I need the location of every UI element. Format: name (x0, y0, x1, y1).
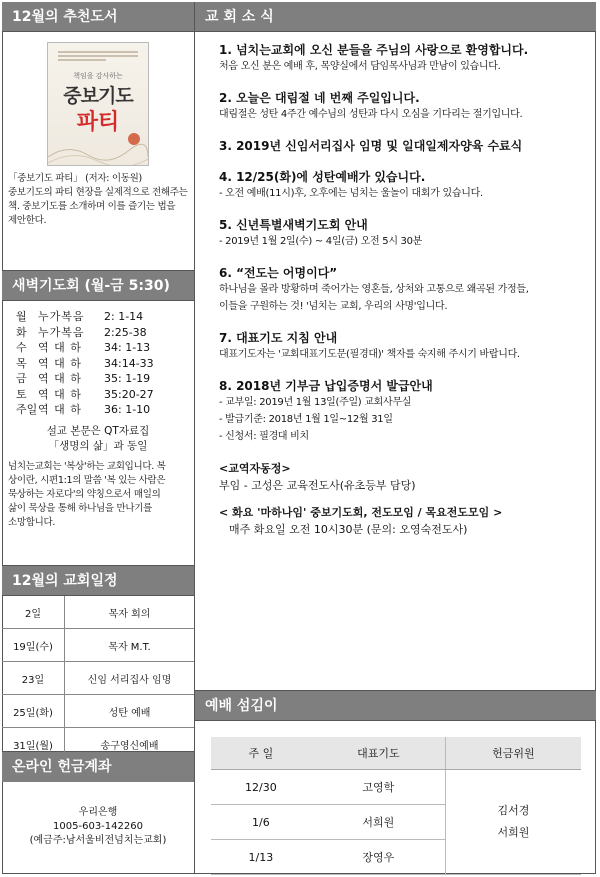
news-header: 교 회 소 식 (195, 2, 596, 32)
news-item: 6. “전도는 어명이다” 하나님을 몰라 방황하며 죽어가는 영혼들, 상처와 고통으로 왜곡된 가정들, 이들을 구원하는 것! '넘치는 교회, 우리의 사명'입니다. (219, 266, 529, 312)
book-cover-subtitle: 책임을 감사하는 (73, 72, 123, 80)
dawn-prayer-list (2, 301, 194, 418)
table-row: 1/13 장영우 (211, 840, 581, 875)
schedule-table (2, 596, 194, 761)
news-item: 7. 대표기도 지침 안내 대표기도자는 '교회대표기도문(필경대)' 책자를 숙지해 주시기 바랍니다. (219, 331, 520, 360)
meeting-news: < 화요 '마하나임' 중보기도회, 전도모임 / 목요전도모임 > 매주 화요일 오전 10시30분 (문의: 오영숙전도사) (219, 506, 503, 536)
news-item: 4. 12/25(화)에 성탄예배가 있습니다. - 오전 예배(11시)후, 오후에는 넘치는 울놀이 대회가 있습니다. (219, 170, 483, 199)
account-section (2, 752, 194, 872)
news-item: 2. 오늘은 대림절 네 번째 주일입니다. 대림절은 성탄 4주간 예수님의 성탄과 다시 오심을 기다리는 절기입니다. (219, 91, 523, 120)
church-note: 넘치는교회는 '복상'하는 교회입니다. 복 상이란, 시편1:1의 말씀 '복 있는 사람은 묵상하는 자로다'의 약칭으로서 매일의 삶이 묵상을 통해 하나님을 만나기를 소망합니다. (8, 460, 166, 528)
news-list (195, 32, 596, 538)
prayer-row: 화 누가복음 2:25-38 (16, 325, 147, 339)
right-column (195, 2, 596, 874)
account-header: 온라인 헌금계좌 (2, 752, 194, 782)
book-description: 「중보기도 파티」 (저자: 이동원) 중보기도의 파티 현장을 실제적으로 전해주는 책. 중보기도를 소개하며 이를 즐기는 법을 제안한다. (8, 173, 188, 226)
service-header: 예배 섬김이 (195, 691, 596, 721)
sermon-note: 설교 본문은 QT자료집 「생명의 삶」과 동일 (46, 424, 150, 452)
account-info: 우리은행 1005-603-142260 (예금주:남서울비전넘치는교회) (29, 807, 167, 846)
book-cover-title: 중보기도 (63, 85, 133, 107)
news-item: 3. 2019년 신임서리집사 임명 및 일대일제자양육 수료식 (219, 139, 523, 153)
table-row: 1/6 서희원 (211, 805, 581, 840)
book-section (2, 2, 194, 271)
book-illustration (48, 135, 148, 165)
table-row: 2일 목자 회의 (2, 596, 194, 629)
book-header: 12월의 추천도서 (2, 2, 194, 32)
table-row: 31일(월) 송구영신예배 (2, 728, 194, 761)
staff-news: <교역자동정> 부임 - 고성은 교육전도사(유초등부 담당) (219, 462, 416, 492)
left-column (2, 2, 195, 874)
table-row: 23일 신임 서리집사 임명 (2, 662, 194, 695)
table-row: 19일(수) 목자 M.T. (2, 629, 194, 662)
table-row: 25일(화) 성탄 예배 (2, 695, 194, 728)
table-header-row: 주 일 대표기도 헌금위원 (211, 737, 581, 770)
table-row: 12/30 고영학 김서경 서희원 (211, 770, 581, 805)
service-table (211, 737, 581, 875)
news-item: 1. 넘치는교회에 오신 분들을 주님의 사랑으로 환영합니다. 처음 오신 분은 예배 후, 목양실에서 담임목사님과 만남이 있습니다. (219, 43, 529, 72)
dawn-prayer-header: 새벽기도회 (월-금 5:30) (2, 271, 194, 301)
book-cover-image (47, 42, 149, 166)
schedule-section (2, 566, 194, 752)
service-section (195, 690, 596, 875)
offering-cell: 김서경 서희원 (446, 770, 581, 875)
prayer-row: 월 누가복음 2: 1-14 (16, 310, 144, 323)
news-item: 8. 2018년 기부금 납입증명서 발급안내 - 교부일: 2019년 1월 13일(주일) 교회사무실 - 발급기준: 2018년 1월 1일~12월 31일 - 신청서: 필경대 비치 (219, 379, 433, 442)
prayer-row: 토 역 대 하 35:20-27 (16, 387, 154, 401)
prayer-row: 수 역 대 하 34: 1-13 (16, 341, 151, 354)
prayer-row: 주일 역 대 하 36: 1-10 (16, 403, 151, 416)
prayer-row: 목 역 대 하 34:14-33 (16, 356, 154, 370)
news-item: 5. 신년특별새벽기도회 안내 - 2019년 1월 2일(수) ~ 4일(금) 오전 5시 30분 (219, 218, 423, 247)
prayer-row: 금 역 대 하 35: 1-19 (16, 372, 151, 385)
dawn-prayer-section (2, 271, 194, 566)
book-cover-title-red: 파티 (76, 110, 120, 135)
schedule-header: 12월의 교회일정 (2, 566, 194, 596)
